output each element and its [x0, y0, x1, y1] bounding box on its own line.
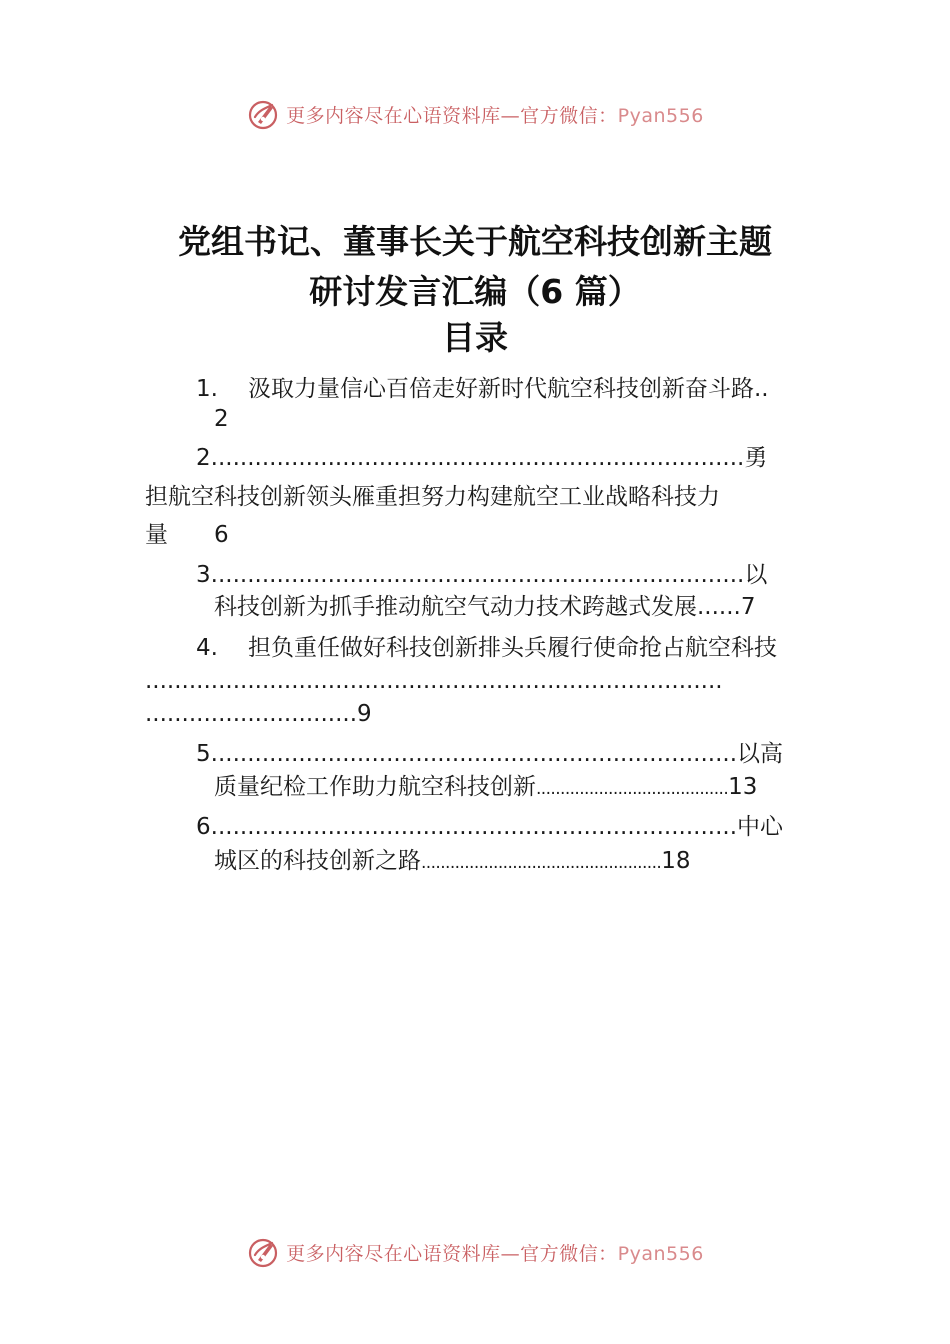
toc-entry-title-part: 量 — [145, 522, 168, 548]
toc-entry-number: 2. — [196, 445, 218, 471]
toc-entry-6[interactable] — [196, 812, 783, 842]
toc-entry-title-part: 城区的科技创新之路 — [214, 848, 421, 874]
footer-watermark — [0, 1232, 950, 1272]
toc-leader-dots: ............................. — [145, 701, 358, 727]
toc-entry-2-tail — [145, 520, 229, 550]
toc-entry-5[interactable] — [196, 739, 783, 769]
toc-entry-page: 6 — [214, 522, 229, 548]
toc-entry-number: 6. — [196, 814, 218, 840]
wechat-id: Pyan556 — [617, 104, 704, 127]
toc-entry-number: 5. — [196, 741, 218, 767]
toc-entry-3[interactable] — [196, 560, 767, 590]
toc-leader-dots: ........................................................................ — [217, 562, 745, 588]
toc-leader-dots: ...... — [697, 594, 741, 620]
toc-entry-2[interactable] — [196, 443, 767, 473]
toc-leader-dots: ....................................................................... — [217, 741, 738, 767]
toc-leader-dots-line — [145, 666, 723, 696]
toc-entry-3-continued — [214, 592, 756, 622]
watermark-text: 更多内容尽在心语资料库—官方微信：Pyan556 — [286, 104, 704, 127]
toc-entry-title-part: 质量纪检工作助力航空科技创新 — [214, 774, 536, 800]
toc-entry-number: 4. — [196, 635, 218, 661]
toc-entry-1-page: 2 — [214, 406, 229, 432]
toc-entry-2-continued: 担航空科技创新领头雁重担努力构建航空工业战略科技力 — [145, 484, 720, 510]
toc-entry-page: 9 — [357, 701, 372, 727]
toc-entry-title-part: 中心 — [737, 814, 784, 840]
toc-entry-6-continued — [214, 846, 690, 878]
toc-entry-1[interactable] — [196, 374, 769, 404]
toc-entry-number: 1. — [196, 376, 218, 402]
toc-entry-number: 3. — [196, 562, 218, 588]
toc-entry-4[interactable] — [196, 633, 777, 663]
toc-entry-title-part: 勇 — [744, 445, 768, 471]
toc-entry-title: 汲取力量信心百倍走好新时代航空科技创新奋斗路 — [248, 376, 754, 402]
pen-logo-icon — [246, 1235, 280, 1269]
document-title-line-1: 党组书记、董事长关于航空科技创新主题 — [178, 222, 772, 261]
toc-entry-title-part: 科技创新为抓手推动航空气动力技术跨越式发展 — [214, 594, 697, 620]
toc-leader-dots: ....................................................................... — [217, 814, 738, 840]
toc-entry-page: 18 — [661, 848, 691, 874]
toc-entry-4-tail — [145, 699, 372, 729]
toc-leader-dots: ............................................................................... — [145, 668, 723, 694]
toc-entry-5-continued — [214, 772, 757, 804]
document-title-line-2: 研讨发言汇编（6 篇） — [309, 272, 641, 311]
toc-entry-title-part: 以高 — [737, 741, 784, 767]
toc-heading: 目录 — [442, 318, 508, 357]
toc-entry-title-part: 以 — [744, 562, 768, 588]
toc-entry-page: 13 — [728, 774, 758, 800]
toc-leader-dots: ........................................................................ — [217, 445, 745, 471]
toc-entry-page: 7 — [740, 594, 756, 620]
toc-leader-dots: ........................................ — [536, 779, 729, 799]
watermark-text: 更多内容尽在心语资料库—官方微信：Pyan556 — [286, 1242, 704, 1265]
wechat-id: Pyan556 — [617, 1242, 704, 1265]
toc-entry-title: 担负重任做好科技创新排头兵履行使命抢占航空科技 — [248, 635, 777, 661]
toc-leader-dots: .................................................. — [421, 853, 662, 873]
toc-leader-dots: .. — [754, 376, 769, 402]
